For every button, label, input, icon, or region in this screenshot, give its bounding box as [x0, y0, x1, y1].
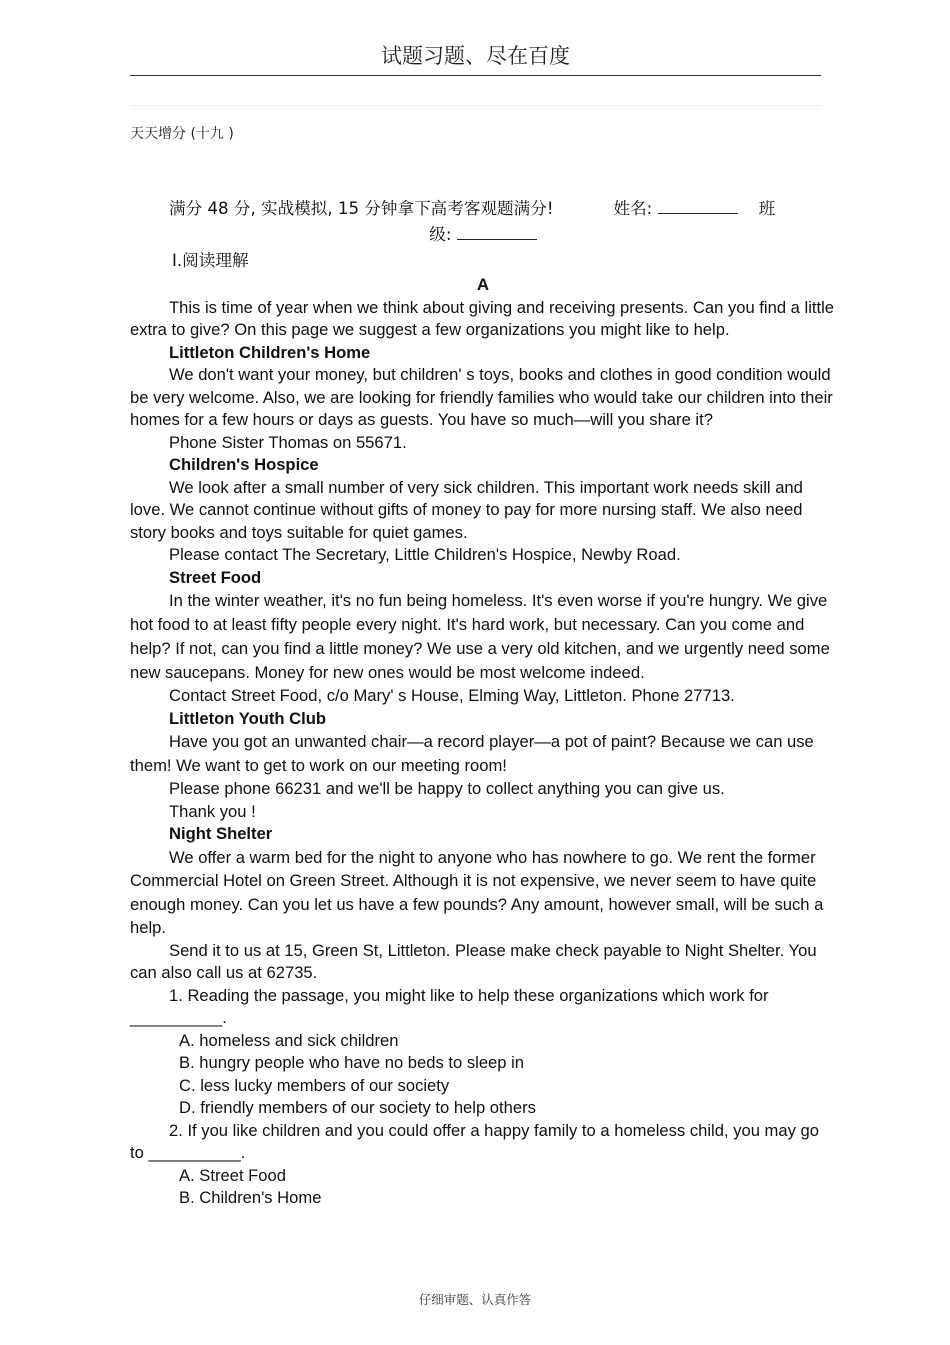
question-1	[130, 985, 836, 1120]
question-stem: 1. Reading the passage, you might like to help these organizations which work for __________.	[130, 985, 769, 1027]
org-paragraph: We don't want your money, but children' s toys, books and clothes in good condition would be very welcome. Also, we are looking for friendly families who would take our children into their homes for a few hours or days as guests. You have so much—will you share it?	[130, 365, 833, 429]
passage-letter: A	[477, 275, 489, 294]
org-night-shelter	[130, 823, 836, 985]
question-option: A. homeless and sick children	[179, 1030, 399, 1050]
org-paragraph: Phone Sister Thomas on 55671.	[169, 432, 407, 452]
class-blank	[457, 224, 537, 240]
page-header-title: 试题习题、尽在百度	[381, 44, 570, 68]
org-childrens-hospice	[130, 454, 836, 567]
question-option: D. friendly members of our society to help others	[179, 1098, 536, 1117]
question-option: C. less lucky members of our society	[179, 1075, 450, 1095]
org-heading: Street Food	[169, 567, 262, 587]
org-paragraph: Thank you !	[169, 801, 256, 821]
org-paragraph: Contact Street Food, c/o Mary' s House, Elming Way, Littleton. Phone 27713.	[169, 686, 735, 705]
org-paragraph: We offer a warm bed for the night to anyone who has nowhere to go. We rent the former Commercial Hotel on Green Street. Although it is not expensive, we never seem to have quite enough money. Can you let us have a few pounds? Any amount, however small, will be such a help.	[130, 847, 824, 937]
org-heading: Children's Hospice	[169, 455, 319, 474]
question-stem: 2. If you like children and you could offer a happy family to a homeless child, you may go to __________.	[130, 1120, 819, 1162]
header-divider-faint	[130, 105, 821, 106]
org-street-food	[130, 567, 836, 708]
question-option: A. Street Food	[179, 1165, 286, 1185]
score-text: 满分 48 分, 实战模拟, 15 分钟拿下高考客观题满分!	[169, 199, 554, 218]
org-paragraph: We look after a small number of very sick children. This important work needs skill and love. We cannot continue without gifts of money to pay for more nursing staff. We also need story books and toys suitable for quiet games.	[130, 477, 803, 542]
org-paragraph: Send it to us at 15, Green St, Littleton. Please make check payable to Night Shelter. You can also call us at 62735.	[130, 940, 817, 982]
question-option: B. Children's Home	[179, 1188, 322, 1207]
org-paragraph: Please phone 66231 and we'll be happy to collect anything you can give us.	[169, 779, 725, 798]
section-title: Ⅰ.阅读理解	[172, 251, 249, 270]
class-label-part2: 级:	[429, 225, 452, 244]
org-heading: Night Shelter	[169, 824, 273, 843]
org-littleton-childrens-home	[130, 342, 836, 455]
page-footer: 仔细审题、认真作答	[418, 1292, 532, 1307]
org-paragraph: Please contact The Secretary, Little Children's Hospice, Newby Road.	[169, 545, 681, 564]
class-line	[130, 222, 836, 248]
header-divider	[130, 75, 821, 76]
org-paragraph: In the winter weather, it's no fun being homeless. It's even worse if you're hungry. We give hot food to at least fifty people every night. It's hard work, but necessary. Can you come and help? If not, can you find a little money? We use a very old kitchen, and we urgently need some new saucepans. Money for new ones would be most welcome indeed.	[130, 591, 830, 682]
name-label: 姓名:	[613, 199, 653, 218]
question-option: B. hungry people who have no beds to sleep in	[179, 1053, 525, 1072]
score-line	[130, 196, 836, 222]
name-blank	[658, 198, 738, 214]
question-2	[130, 1120, 836, 1210]
passage-intro: This is time of year when we think about giving and receiving presents. Can you find a little extra to give? On this page we suggest a few organizations you might like to help.	[130, 297, 835, 339]
class-label-part1: 班	[758, 199, 776, 218]
org-littleton-youth-club	[130, 708, 836, 824]
org-heading: Littleton Youth Club	[169, 708, 326, 728]
org-heading: Littleton Children's Home	[169, 342, 371, 362]
document-body	[130, 196, 836, 1210]
org-paragraph: Have you got an unwanted chair—a record player—a pot of paint? Because we can use them! We want to get to work on our meeting room!	[130, 732, 814, 775]
series-label: 天天增分 (十九 )	[130, 126, 234, 142]
